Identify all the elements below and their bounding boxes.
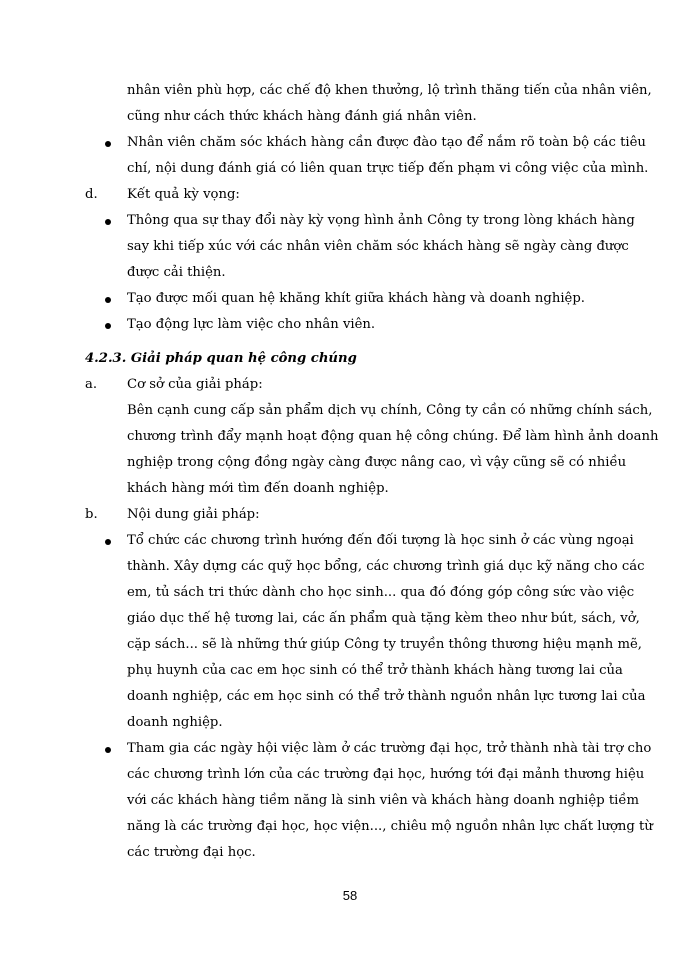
text-line: Bên cạnh cung cấp sản phẩm dịch vụ chính, Công ty cần có những chính sách, bbox=[127, 403, 653, 418]
text-line: khách hàng mới tìm đến doanh nghiệp. bbox=[127, 481, 389, 496]
text-line: doanh nghiệp, các em học sinh có thể trở thành nguồn nhân lực tương lai của bbox=[127, 689, 646, 704]
text-line: phụ huynh của cac em học sinh có thể trở thành khách hàng tương lai của bbox=[127, 663, 623, 678]
text-line: em, tủ sách tri thức dành cho học sinh... qua đó đóng góp công sức vào việc bbox=[127, 585, 635, 600]
text-line: Tham gia các ngày hội việc làm ở các trường đại học, trở thành nhà tài trợ cho bbox=[127, 741, 652, 756]
list-label-a: a. bbox=[85, 377, 98, 392]
text-line: Tạo động lực làm việc cho nhân viên. bbox=[127, 317, 376, 332]
text-line: doanh nghiệp. bbox=[127, 715, 223, 730]
text-line: năng là các trường đại học, học viện..., chiêu mộ nguồn nhân lực chất lượng từ bbox=[127, 819, 653, 834]
bullet-icon bbox=[105, 747, 111, 753]
text-line: Tổ chức các chương trình hướng đến đối tượng là học sinh ở các vùng ngoại bbox=[127, 533, 634, 548]
section-title-b: Nội dung giải pháp: bbox=[127, 507, 260, 522]
bullet-icon bbox=[105, 219, 111, 225]
text-line: nghiệp trong cộng đồng ngày càng được nâng cao, vì vậy cũng sẽ có nhiều bbox=[127, 455, 627, 470]
section-heading: 4.2.3. Giải pháp quan hệ công chúng bbox=[85, 351, 357, 366]
text-line: các trường đại học. bbox=[127, 845, 256, 860]
text-line: được cải thiện. bbox=[127, 265, 226, 280]
section-title-a: Cơ sở của giải pháp: bbox=[127, 377, 263, 392]
text-line: cặp sách... sẽ là những thứ giúp Công ty truyền thông thương hiệu mạnh mẽ, bbox=[127, 637, 642, 652]
section-title-d: Kết quả kỳ vọng: bbox=[127, 187, 240, 202]
bullet-icon bbox=[105, 141, 111, 147]
text-line: cũng như cách thức khách hàng đánh giá nhân viên. bbox=[127, 109, 477, 124]
bullet-icon bbox=[105, 539, 111, 545]
text-line: Thông qua sự thay đổi này kỳ vọng hình ảnh Công ty trong lòng khách hàng bbox=[127, 213, 635, 228]
text-line: Tạo được mối quan hệ khăng khít giữa khách hàng và doanh nghiệp. bbox=[127, 291, 585, 306]
text-line: chương trình đẩy mạnh hoạt động quan hệ công chúng. Để làm hình ảnh doanh bbox=[127, 429, 659, 444]
text-line: thành. Xây dựng các quỹ học bổng, các chương trình giá dục kỹ năng cho các bbox=[127, 559, 645, 574]
bullet-icon bbox=[105, 297, 111, 303]
list-label-b: b. bbox=[85, 507, 98, 522]
page-number: 58 bbox=[342, 888, 358, 903]
text-line: say khi tiếp xúc với các nhân viên chăm sóc khách hàng sẽ ngày càng được bbox=[127, 239, 629, 254]
text-line: Nhân viên chăm sóc khách hàng cần được đào tạo để nắm rõ toàn bộ các tiêu bbox=[127, 135, 646, 150]
text-line: nhân viên phù hợp, các chế độ khen thưởng, lộ trình thăng tiến của nhân viên, bbox=[127, 83, 652, 98]
bullet-icon bbox=[105, 323, 111, 329]
text-line: với các khách hàng tiềm năng là sinh viên và khách hàng doanh nghiệp tiềm bbox=[127, 793, 639, 808]
text-line: giáo dục thế hệ tương lai, các ấn phẩm quà tặng kèm theo như bút, sách, vở, bbox=[127, 611, 640, 626]
list-label-d: d. bbox=[85, 187, 98, 202]
text-line: các chương trình lớn của các trường đại học, hướng tới đại mảnh thương hiệu bbox=[127, 767, 645, 782]
text-line: chí, nội dung đánh giá có liên quan trực tiếp đến phạm vi công việc của mình. bbox=[127, 161, 649, 176]
